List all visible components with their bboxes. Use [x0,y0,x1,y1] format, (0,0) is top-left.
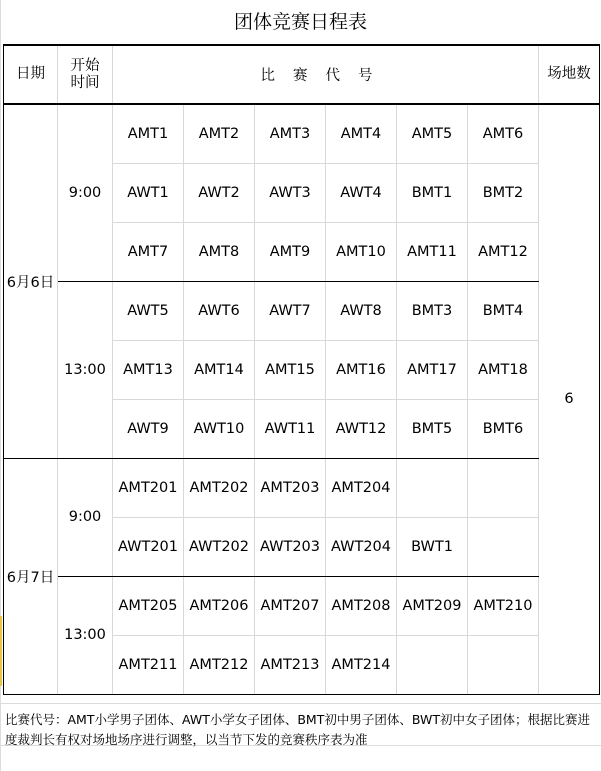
match-code [468,517,539,576]
match-code: AMT212 [184,635,255,694]
session-time: 13:00 [58,281,113,458]
match-code: AWT9 [113,399,184,458]
match-code: AMT11 [397,222,468,281]
match-code: AWT4 [326,163,397,222]
schedule-table [3,44,600,695]
match-code: AMT10 [326,222,397,281]
match-code: BMT5 [397,399,468,458]
match-code: AMT18 [468,340,539,399]
match-code: AMT3 [255,104,326,163]
match-code: AMT211 [113,635,184,694]
match-code: AMT206 [184,576,255,635]
match-code: AWT11 [255,399,326,458]
match-code: AMT5 [397,104,468,163]
match-code: BWT1 [397,517,468,576]
match-code: AWT202 [184,517,255,576]
table-row [4,576,600,635]
match-code: AMT14 [184,340,255,399]
match-code: AMT2 [184,104,255,163]
schedule-body [4,45,600,694]
match-code: AMT1 [113,104,184,163]
page-title: 团体竞赛日程表 [233,11,367,33]
match-code: AMT205 [113,576,184,635]
table-row [4,458,600,517]
match-code: AMT209 [397,576,468,635]
match-code: AMT15 [255,340,326,399]
match-code: AMT16 [326,340,397,399]
session-time: 13:00 [58,576,113,694]
match-code: AWT1 [113,163,184,222]
match-code: AWT12 [326,399,397,458]
match-code: AMT12 [468,222,539,281]
match-code: AWT10 [184,399,255,458]
match-code: AMT17 [397,340,468,399]
match-code: AWT7 [255,281,326,340]
match-code: AMT207 [255,576,326,635]
header-row [4,45,600,104]
match-code: AMT9 [255,222,326,281]
header-date: 日期 [4,45,58,104]
day-date: 6月7日 [4,458,58,694]
match-code: AMT203 [255,458,326,517]
match-code: AWT204 [326,517,397,576]
match-code: AWT6 [184,281,255,340]
table-row [4,104,600,163]
match-code: AWT203 [255,517,326,576]
header-venues: 场地数 [539,45,600,104]
match-code: AMT7 [113,222,184,281]
header-start-time: 开始 时间 [58,45,113,104]
match-code: AWT5 [113,281,184,340]
match-code: AMT213 [255,635,326,694]
match-code: BMT2 [468,163,539,222]
session-time: 9:00 [58,458,113,576]
match-code: AMT204 [326,458,397,517]
day-date: 6月6日 [4,104,58,458]
session-time: 9:00 [58,104,113,281]
match-code: AWT3 [255,163,326,222]
match-code: AMT201 [113,458,184,517]
match-code [397,635,468,694]
match-code: BMT1 [397,163,468,222]
match-code [468,458,539,517]
match-code: AMT208 [326,576,397,635]
match-code: AWT2 [184,163,255,222]
table-row [4,281,600,340]
match-code: AWT201 [113,517,184,576]
match-code: AMT8 [184,222,255,281]
match-code: AMT13 [113,340,184,399]
match-code: AMT6 [468,104,539,163]
match-code: BMT3 [397,281,468,340]
spreadsheet-selection-marker [0,616,2,686]
match-code [397,458,468,517]
header-codes: 比赛代号 [113,45,539,104]
match-code: AMT210 [468,576,539,635]
match-code: AMT214 [326,635,397,694]
match-code: AWT8 [326,281,397,340]
match-code: AMT202 [184,458,255,517]
match-code: BMT4 [468,281,539,340]
match-code: AMT4 [326,104,397,163]
match-code: BMT6 [468,399,539,458]
footnote: 比赛代号：AMT小学男子团体、AWT小学女子团体、BMT初中男子团体、BWT初中女子团体；根据比赛进度裁判长有权对场地场序进行调整，以当节下发的竞赛秩序表为准 [5,712,590,747]
venue-count: 6 [539,104,600,694]
match-code [468,635,539,694]
